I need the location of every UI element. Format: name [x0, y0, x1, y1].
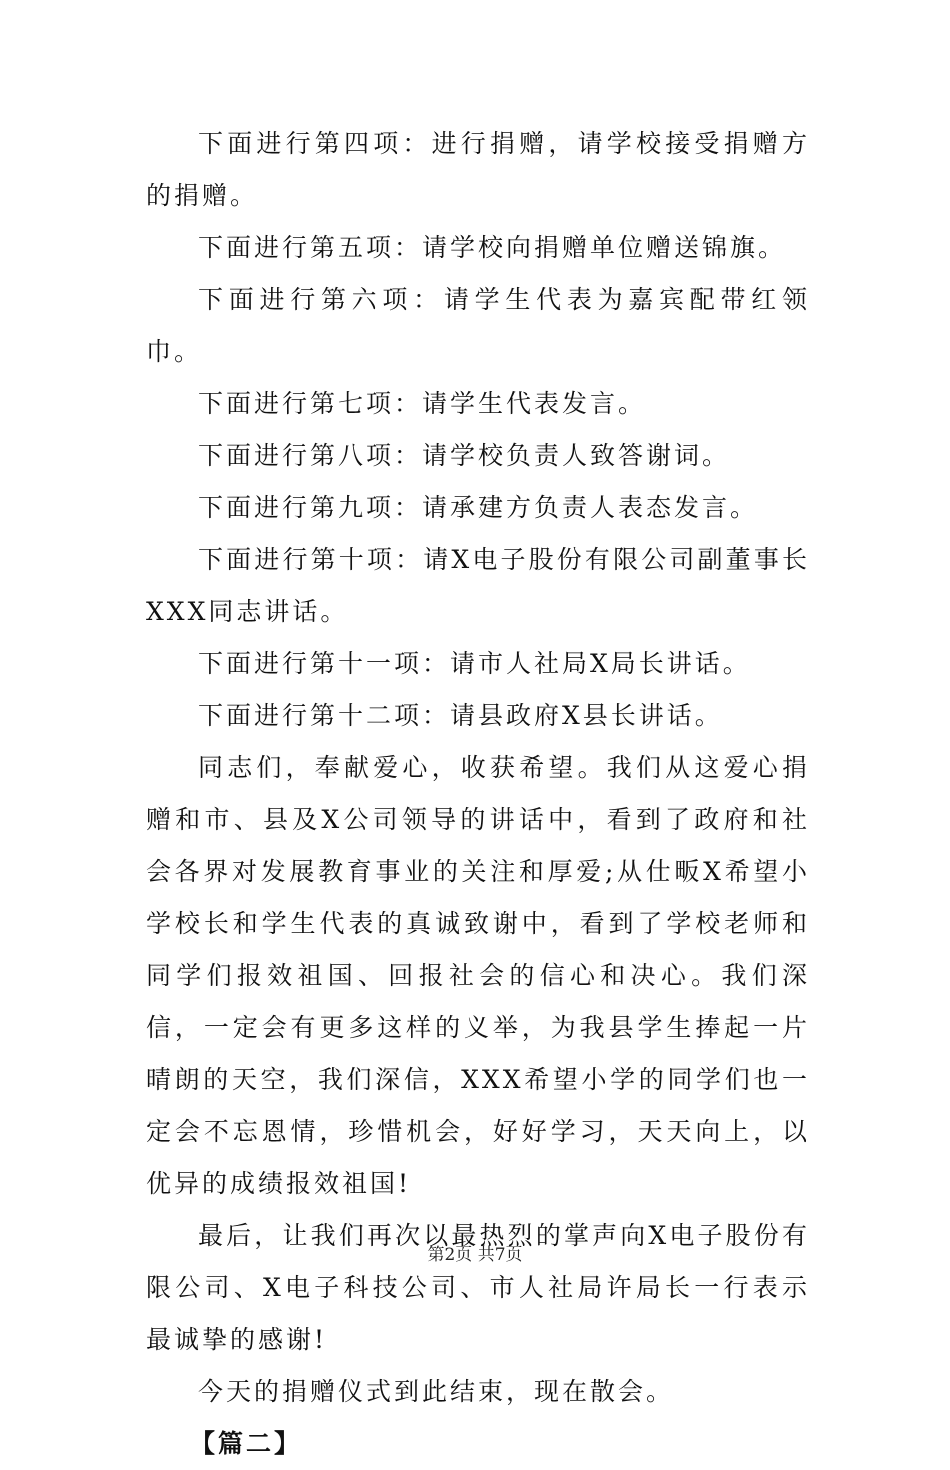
- section-title: 【篇二】: [190, 1429, 303, 1458]
- page-number-footer: 第2页 共7页: [427, 1245, 523, 1265]
- document-body: [146, 118, 810, 1470]
- paragraph-item-5: 下面进行第五项：请学校向捐赠单位赠送锦旗。: [198, 233, 787, 262]
- paragraph-item-8: 下面进行第八项：请学校负责人致答谢词。: [198, 441, 731, 470]
- paragraph-item-9: 下面进行第九项：请承建方负责人表态发言。: [198, 493, 759, 522]
- paragraph-item-4: 下面进行第四项：进行捐赠，请学校接受捐赠方的捐赠。: [146, 129, 810, 210]
- paragraph-item-6: 下面进行第六项：请学生代表为嘉宾配带红领巾。: [146, 285, 810, 366]
- paragraph-closing-remarks: 同志们，奉献爱心，收获希望。我们从这爱心捐赠和市、县及X公司领导的讲话中，看到了政府和社会各界对发展教育事业的关注和厚爱;从仕畈X希望小学校长和学生代表的真诚致谢中，看到了学校老师和同学们报效祖国、回报社会的信心和决心。我们深信，一定会有更多这样的义举，为我县学生捧起一片晴朗的天空，我们深信，XXX希望小学的同学们也一定会不忘恩情，珍惜机会，好好学习，天天向上，以优异的成绩报效祖国!: [146, 753, 810, 1198]
- paragraph-adjourn: 今天的捐赠仪式到此结束，现在散会。: [198, 1377, 675, 1406]
- paragraph-item-10: 下面进行第十项：请X电子股份有限公司副董事长XXX同志讲话。: [146, 545, 810, 626]
- paragraph-thanks: 最后，让我们再次以最热烈的掌声向X电子股份有限公司、X电子科技公司、市人社局许局长一行表示最诚挚的感谢!: [146, 1221, 810, 1354]
- paragraph-item-12: 下面进行第十二项：请县政府X县长讲话。: [198, 701, 723, 730]
- paragraph-item-11: 下面进行第十一项：请市人社局X局长讲话。: [198, 649, 751, 678]
- paragraph-item-7: 下面进行第七项：请学生代表发言。: [198, 389, 647, 418]
